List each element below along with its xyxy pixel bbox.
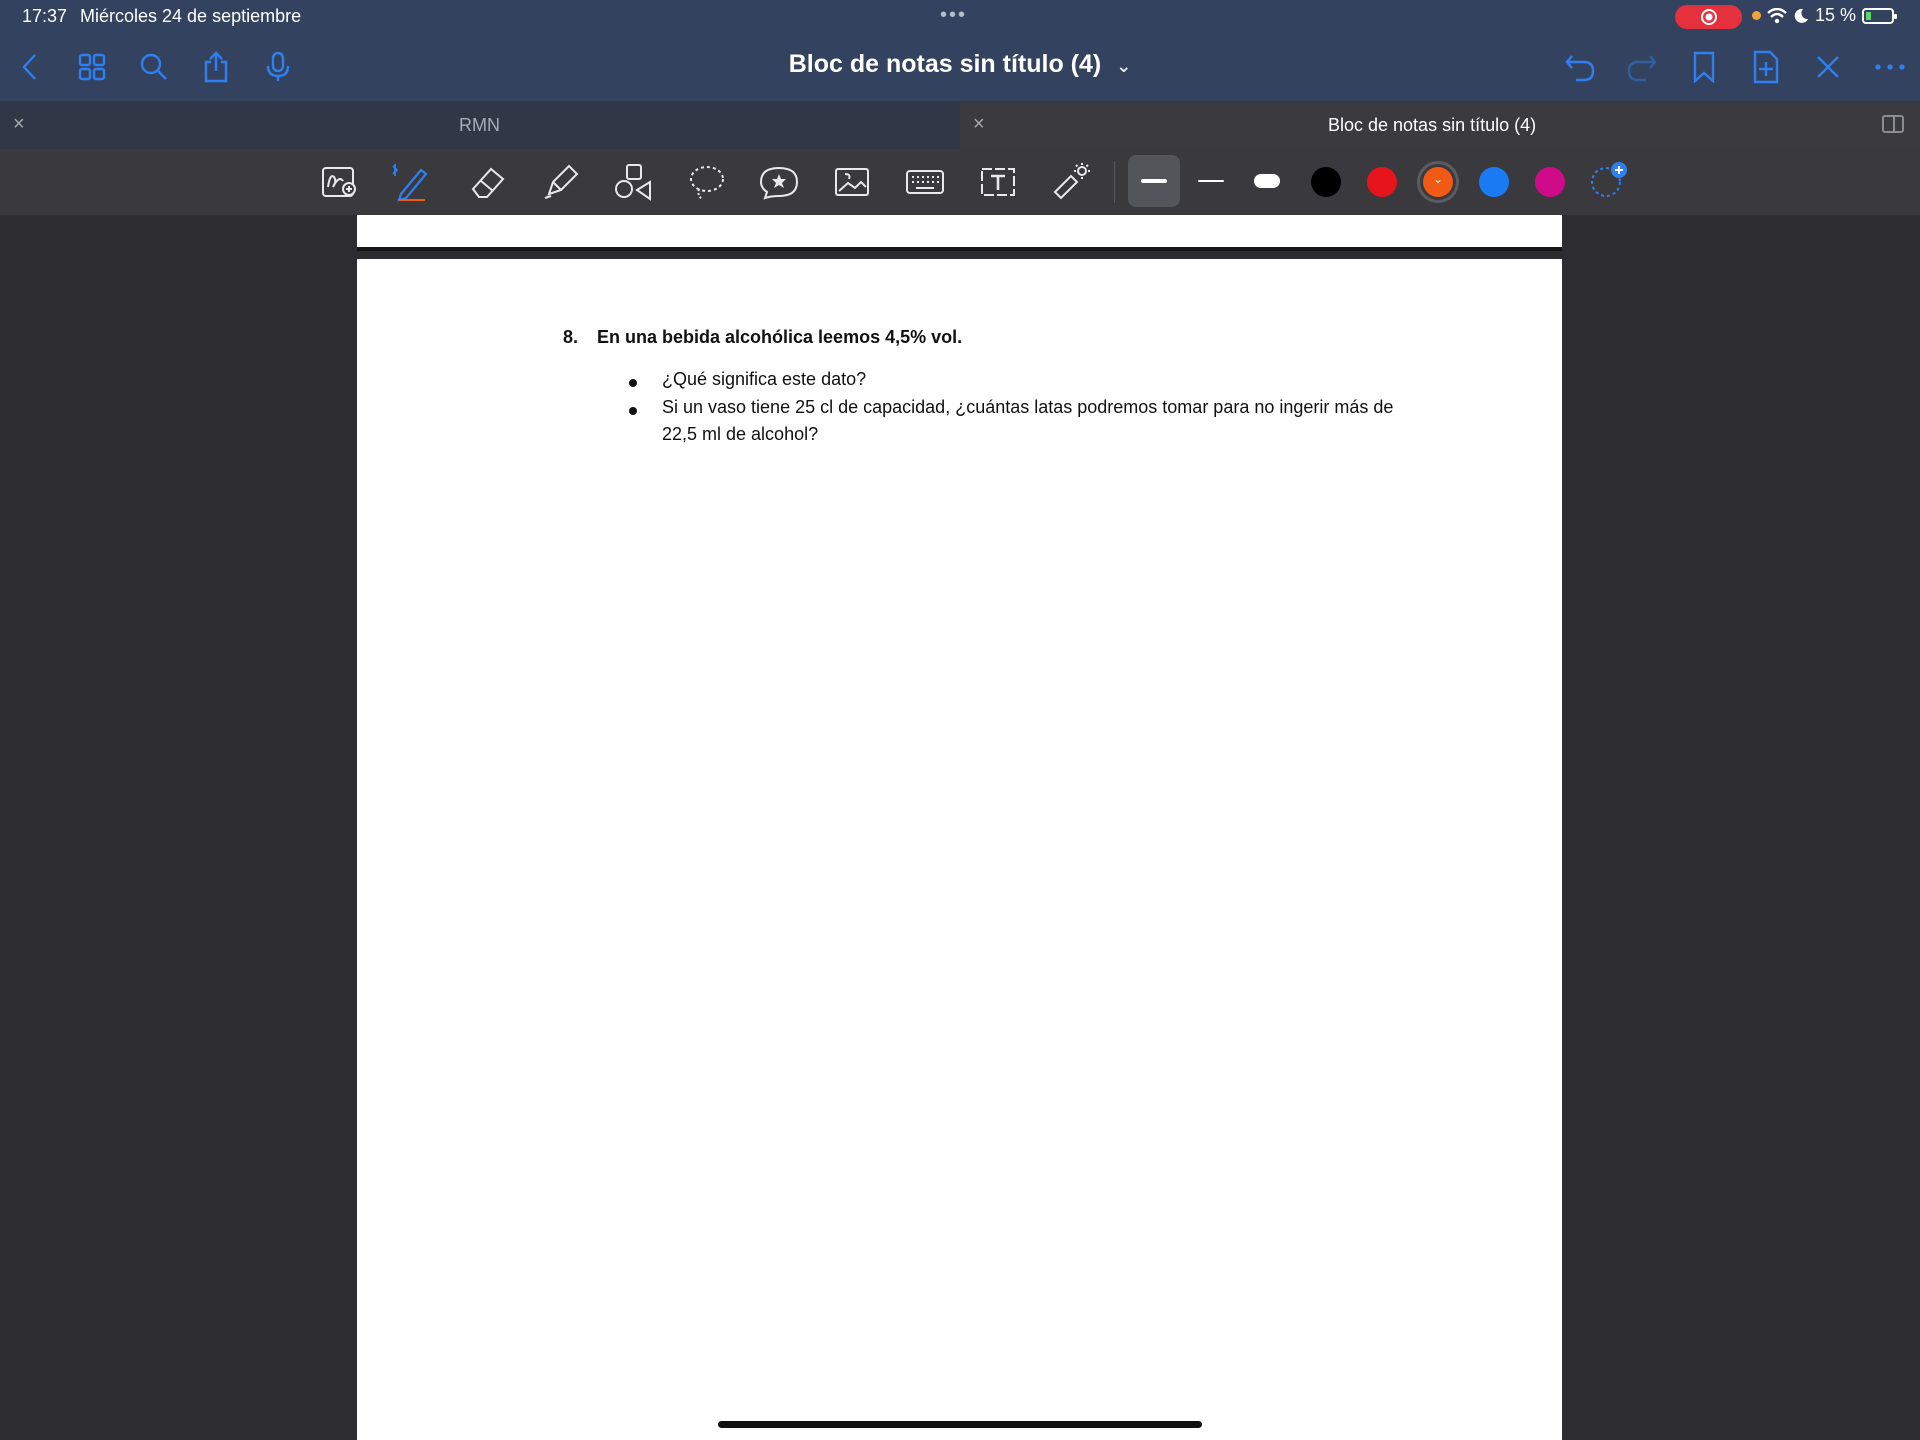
text-box-tool-icon[interactable] xyxy=(975,159,1021,205)
bullet-dot xyxy=(629,407,637,415)
status-indicators xyxy=(1752,5,1894,26)
redo-icon[interactable] xyxy=(1622,47,1662,87)
notebook-title-text[interactable]: Bloc de notas sin título (4) xyxy=(788,50,1102,78)
multitasking-dots-icon[interactable]: ••• xyxy=(940,4,968,26)
question-number: 8. xyxy=(563,327,579,347)
bullet-item: Si un vaso tiene 25 cl de capacidad, ¿cuántas latas podremos tomar para no ingerir más de 22,5 ml de alcohol? xyxy=(662,397,1394,444)
image-tool-icon[interactable] xyxy=(829,159,875,205)
status-time: 17:37 xyxy=(22,6,68,26)
page-gap xyxy=(357,251,1562,259)
home-indicator[interactable] xyxy=(718,1421,1202,1428)
color-swatch-blue[interactable] xyxy=(1479,167,1509,197)
color-swatch-black[interactable] xyxy=(1311,167,1341,197)
add-page-icon[interactable] xyxy=(1746,47,1786,87)
pen-tool-icon[interactable] xyxy=(388,159,434,205)
stroke-wide-button[interactable] xyxy=(1241,155,1293,207)
chevron-down-icon[interactable]: ⌄ xyxy=(1116,56,1132,76)
tab-label[interactable]: RMN xyxy=(459,115,500,135)
status-date: Miércoles 24 de septiembre xyxy=(80,6,302,26)
chevron-down-icon: ⌄ xyxy=(1432,172,1444,186)
bullet-item: ¿Qué significa este dato? xyxy=(662,369,867,389)
stroke-thin-button[interactable] xyxy=(1185,155,1237,207)
more-options-icon[interactable] xyxy=(1870,47,1910,87)
lasso-tool-icon[interactable] xyxy=(684,159,730,205)
tools-close-icon[interactable] xyxy=(1808,47,1848,87)
focus-moon-icon xyxy=(1793,8,1809,24)
color-swatch-red[interactable] xyxy=(1367,167,1397,197)
screen-recording-icon[interactable] xyxy=(1675,5,1742,29)
tab-label[interactable]: Bloc de notas sin título (4) xyxy=(1328,115,1537,135)
undo-icon[interactable] xyxy=(1560,47,1600,87)
drawing-toolbar xyxy=(0,149,1920,215)
battery-icon xyxy=(1862,8,1894,24)
split-view-icon[interactable] xyxy=(1882,115,1904,133)
question-title: En una bebida alcohólica leemos 4,5% vol. xyxy=(597,327,963,347)
wifi-icon xyxy=(1767,8,1787,24)
bullet-dot xyxy=(629,379,637,387)
app-header xyxy=(0,0,1920,101)
add-color-icon[interactable] xyxy=(1585,157,1631,203)
close-tab-icon[interactable]: × xyxy=(973,113,985,135)
zoom-window-icon[interactable] xyxy=(317,159,363,205)
tab-rmn[interactable] xyxy=(0,101,960,149)
keyboard-tool-icon[interactable] xyxy=(902,159,948,205)
highlighter-tool-icon[interactable] xyxy=(538,159,584,205)
toolbar-divider xyxy=(1114,161,1115,203)
eraser-tool-icon[interactable] xyxy=(464,159,510,205)
sticker-tool-icon[interactable] xyxy=(756,159,802,205)
tab-bloc-de-notas[interactable] xyxy=(960,101,1920,149)
tab-bar xyxy=(0,101,1920,149)
bookmark-icon[interactable] xyxy=(1684,47,1724,87)
mic-in-use-indicator xyxy=(1752,11,1761,20)
close-tab-icon[interactable]: × xyxy=(13,113,25,135)
battery-percentage: 15 % xyxy=(1815,5,1857,25)
stroke-thick-button[interactable] xyxy=(1128,155,1180,207)
color-swatch-magenta[interactable] xyxy=(1535,167,1565,197)
color-swatch-orange[interactable] xyxy=(1423,167,1453,197)
document-page[interactable] xyxy=(357,259,1562,1440)
laser-pointer-tool-icon[interactable] xyxy=(1048,159,1094,205)
shapes-tool-icon[interactable] xyxy=(610,159,656,205)
previous-page-bottom xyxy=(357,215,1562,251)
